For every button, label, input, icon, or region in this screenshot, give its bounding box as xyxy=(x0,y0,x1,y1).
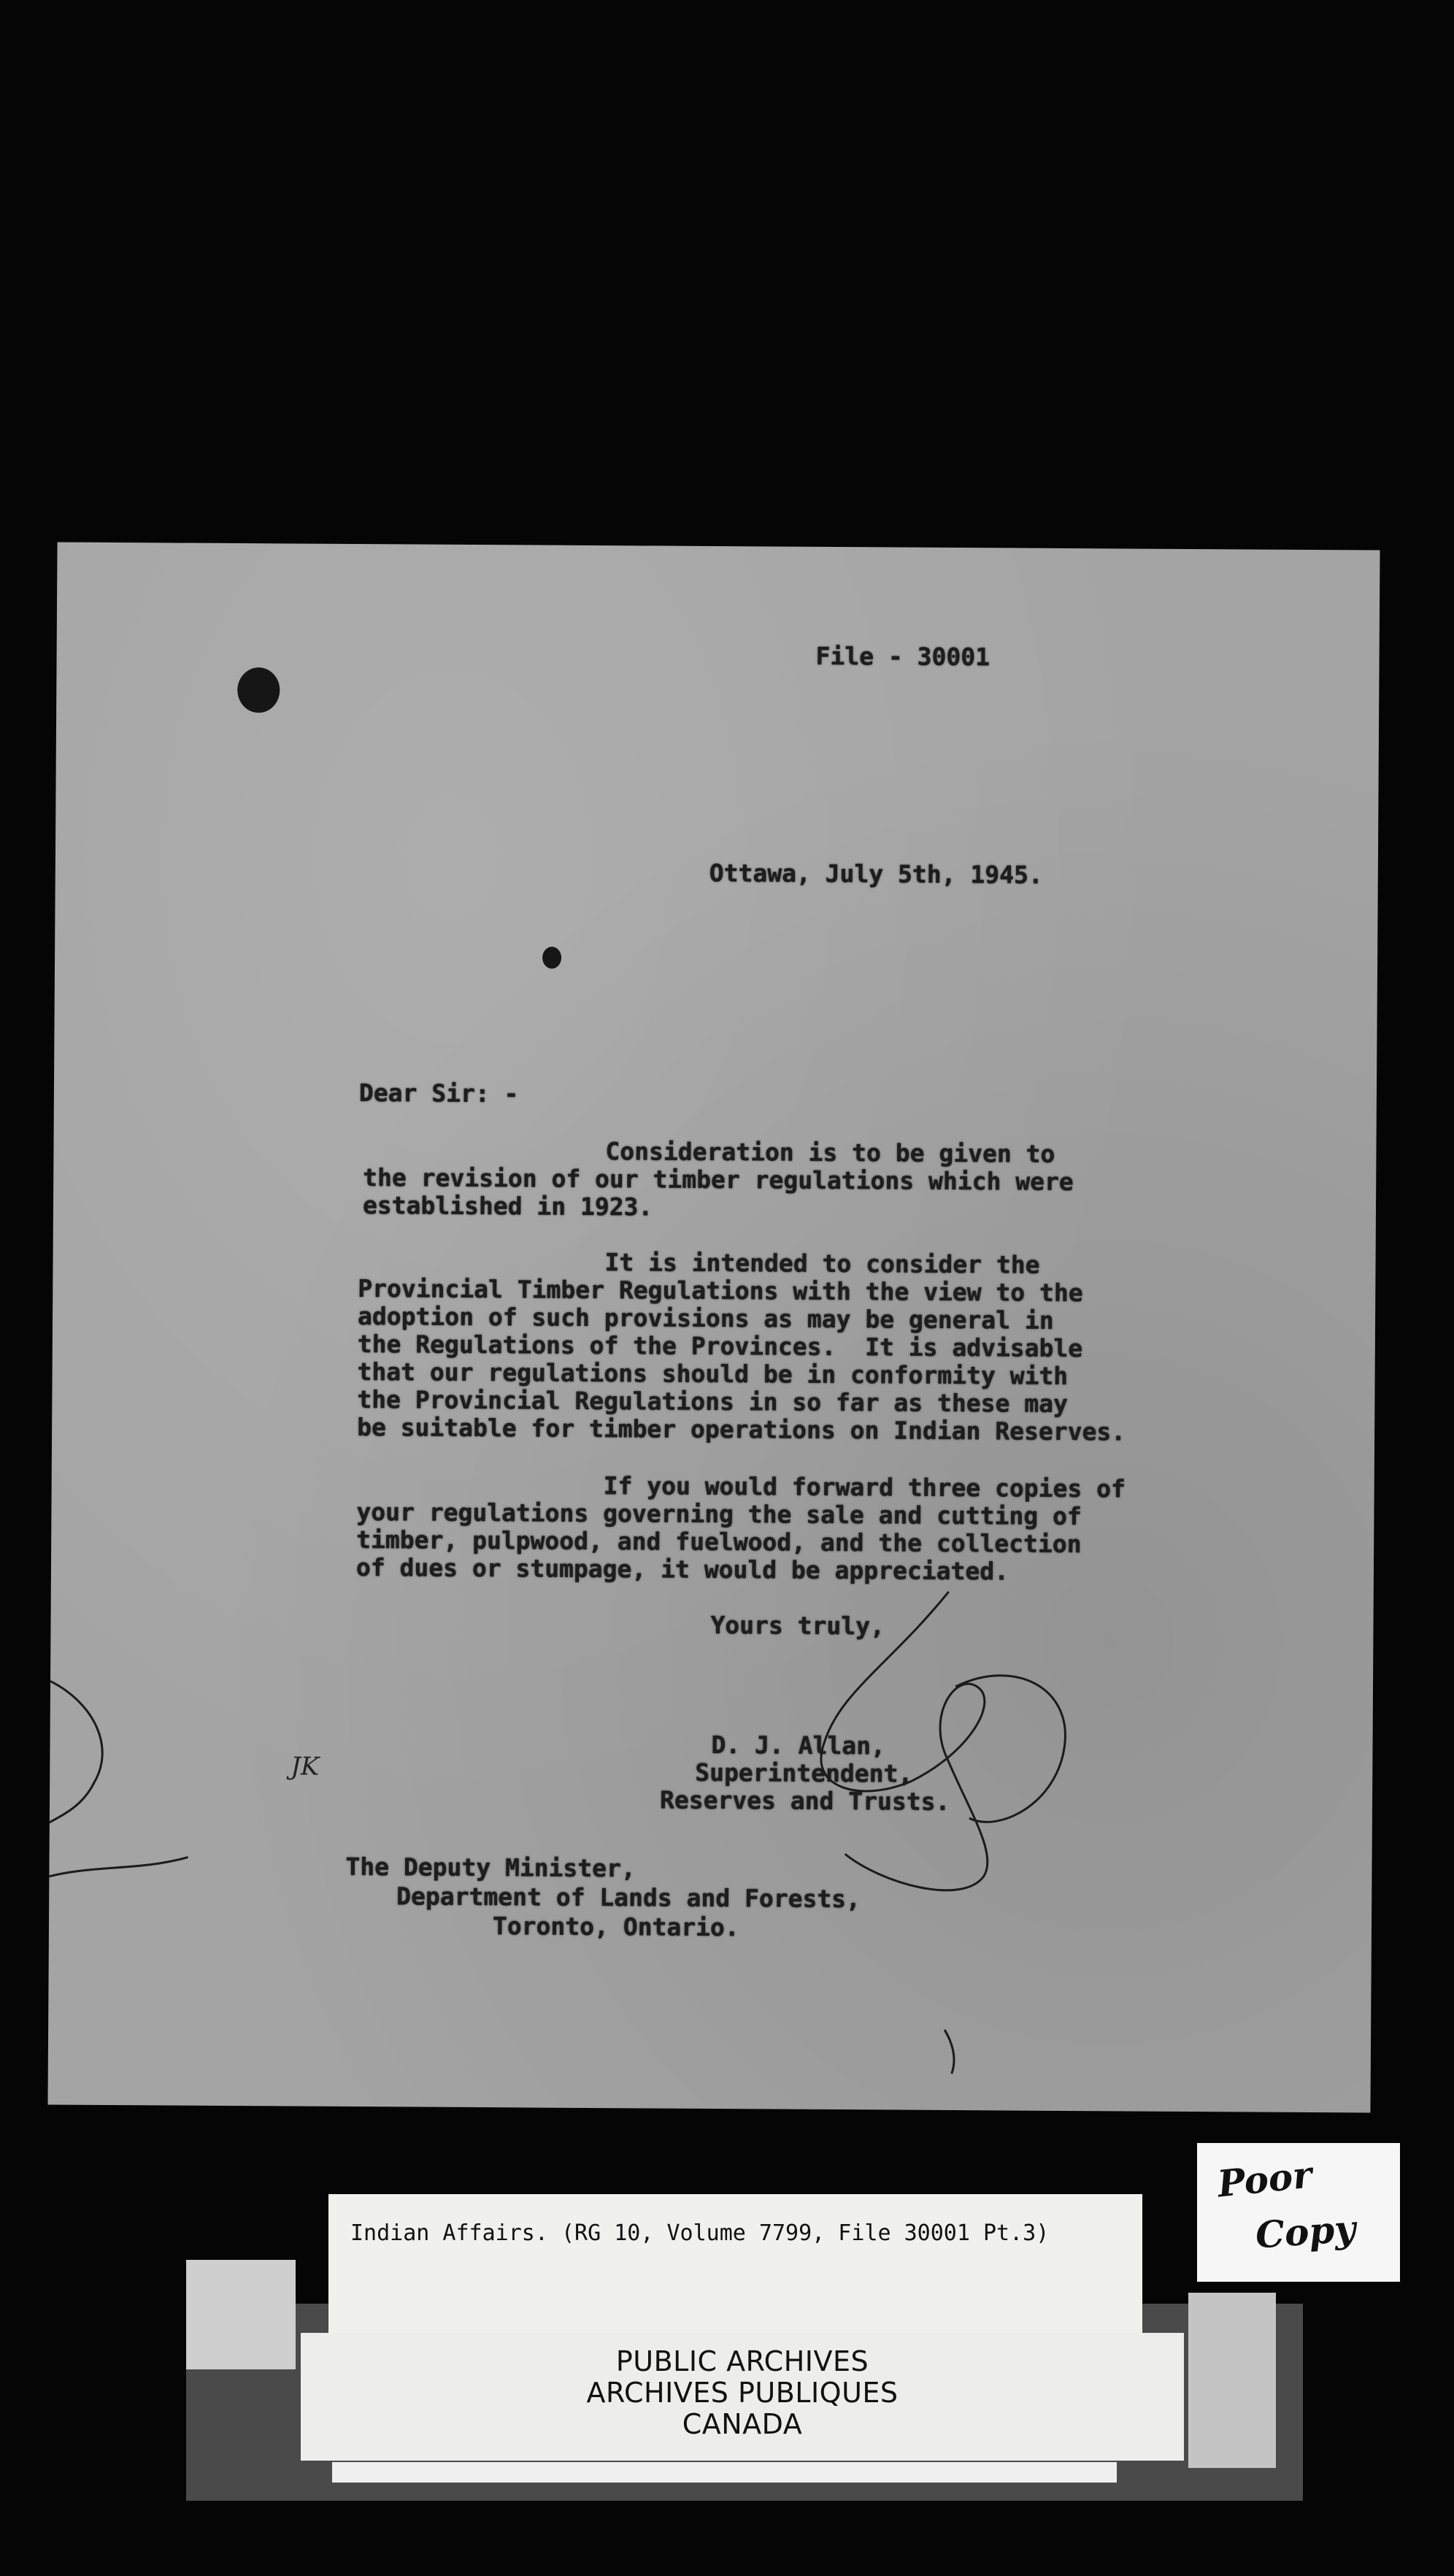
paragraph-line: be suitable for timber operations on Indian Reserves. xyxy=(357,1413,1126,1446)
signatory-title: Superintendent, xyxy=(695,1757,913,1788)
date-line: Ottawa, July 5th, 1945. xyxy=(709,858,1043,889)
paragraph-line: the revision of our timber regulations which were xyxy=(363,1163,1074,1197)
paragraph-line: Consideration is to be given to xyxy=(605,1137,1055,1168)
paragraph-line: It is intended to consider the xyxy=(604,1248,1040,1279)
letter-page xyxy=(47,542,1380,2112)
stamp-line-country: CANADA xyxy=(682,2408,803,2440)
lower-label-edge xyxy=(332,2462,1117,2483)
paragraph-line: If you would forward three copies of xyxy=(603,1471,1126,1503)
signatory-department: Reserves and Trusts. xyxy=(659,1785,950,1816)
addressee-line: The Deputy Minister, xyxy=(345,1852,636,1883)
handwritten-signature xyxy=(47,542,1380,2112)
closing: Yours truly, xyxy=(710,1610,885,1641)
citation-text: Indian Affairs. (RG 10, Volume 7799, File 30001 Pt.3) xyxy=(350,2220,1050,2246)
stamp-line-english: PUBLIC ARCHIVES xyxy=(615,2345,869,2377)
paragraph-line: the Regulations of the Provinces. It is advisable xyxy=(357,1330,1083,1363)
poor-copy-note xyxy=(1197,2143,1400,2282)
citation-label xyxy=(328,2194,1142,2337)
salutation: Dear Sir: - xyxy=(358,1078,519,1108)
poor-copy-word-2: Copy xyxy=(1254,2207,1358,2257)
signatory-name: D. J. Allan, xyxy=(711,1730,886,1760)
addressee-line: Toronto, Ontario. xyxy=(492,1912,739,1942)
paragraph-line: your regulations governing the sale and cutting of xyxy=(356,1498,1082,1531)
initials-mark: JK xyxy=(291,1752,320,1782)
paragraph-line: that our regulations should be in conformity with xyxy=(357,1357,1069,1390)
paragraph-line: the Provincial Regulations in so far as these may xyxy=(357,1385,1069,1418)
poor-copy-word-1: Poor xyxy=(1215,2153,1315,2206)
paragraph-line: Provincial Timber Regulations with the view to the xyxy=(358,1274,1083,1308)
paragraph-line: adoption of such provisions as may be general in xyxy=(357,1302,1054,1335)
archives-stamp-label xyxy=(301,2333,1184,2461)
addressee-line: Department of Lands and Forests, xyxy=(396,1882,861,1914)
paragraph-line: timber, pulpwood, and fuelwood, and the collection xyxy=(356,1525,1082,1559)
stamp-line-french: ARCHIVES PUBLIQUES xyxy=(586,2377,899,2409)
right-paper-flap xyxy=(1188,2293,1276,2468)
paragraph-line: of dues or stumpage, it would be appreciated. xyxy=(355,1553,1009,1586)
left-paper-flap xyxy=(186,2260,296,2369)
paragraph-line: established in 1923. xyxy=(362,1191,653,1222)
file-reference: File - 30001 xyxy=(815,641,991,672)
